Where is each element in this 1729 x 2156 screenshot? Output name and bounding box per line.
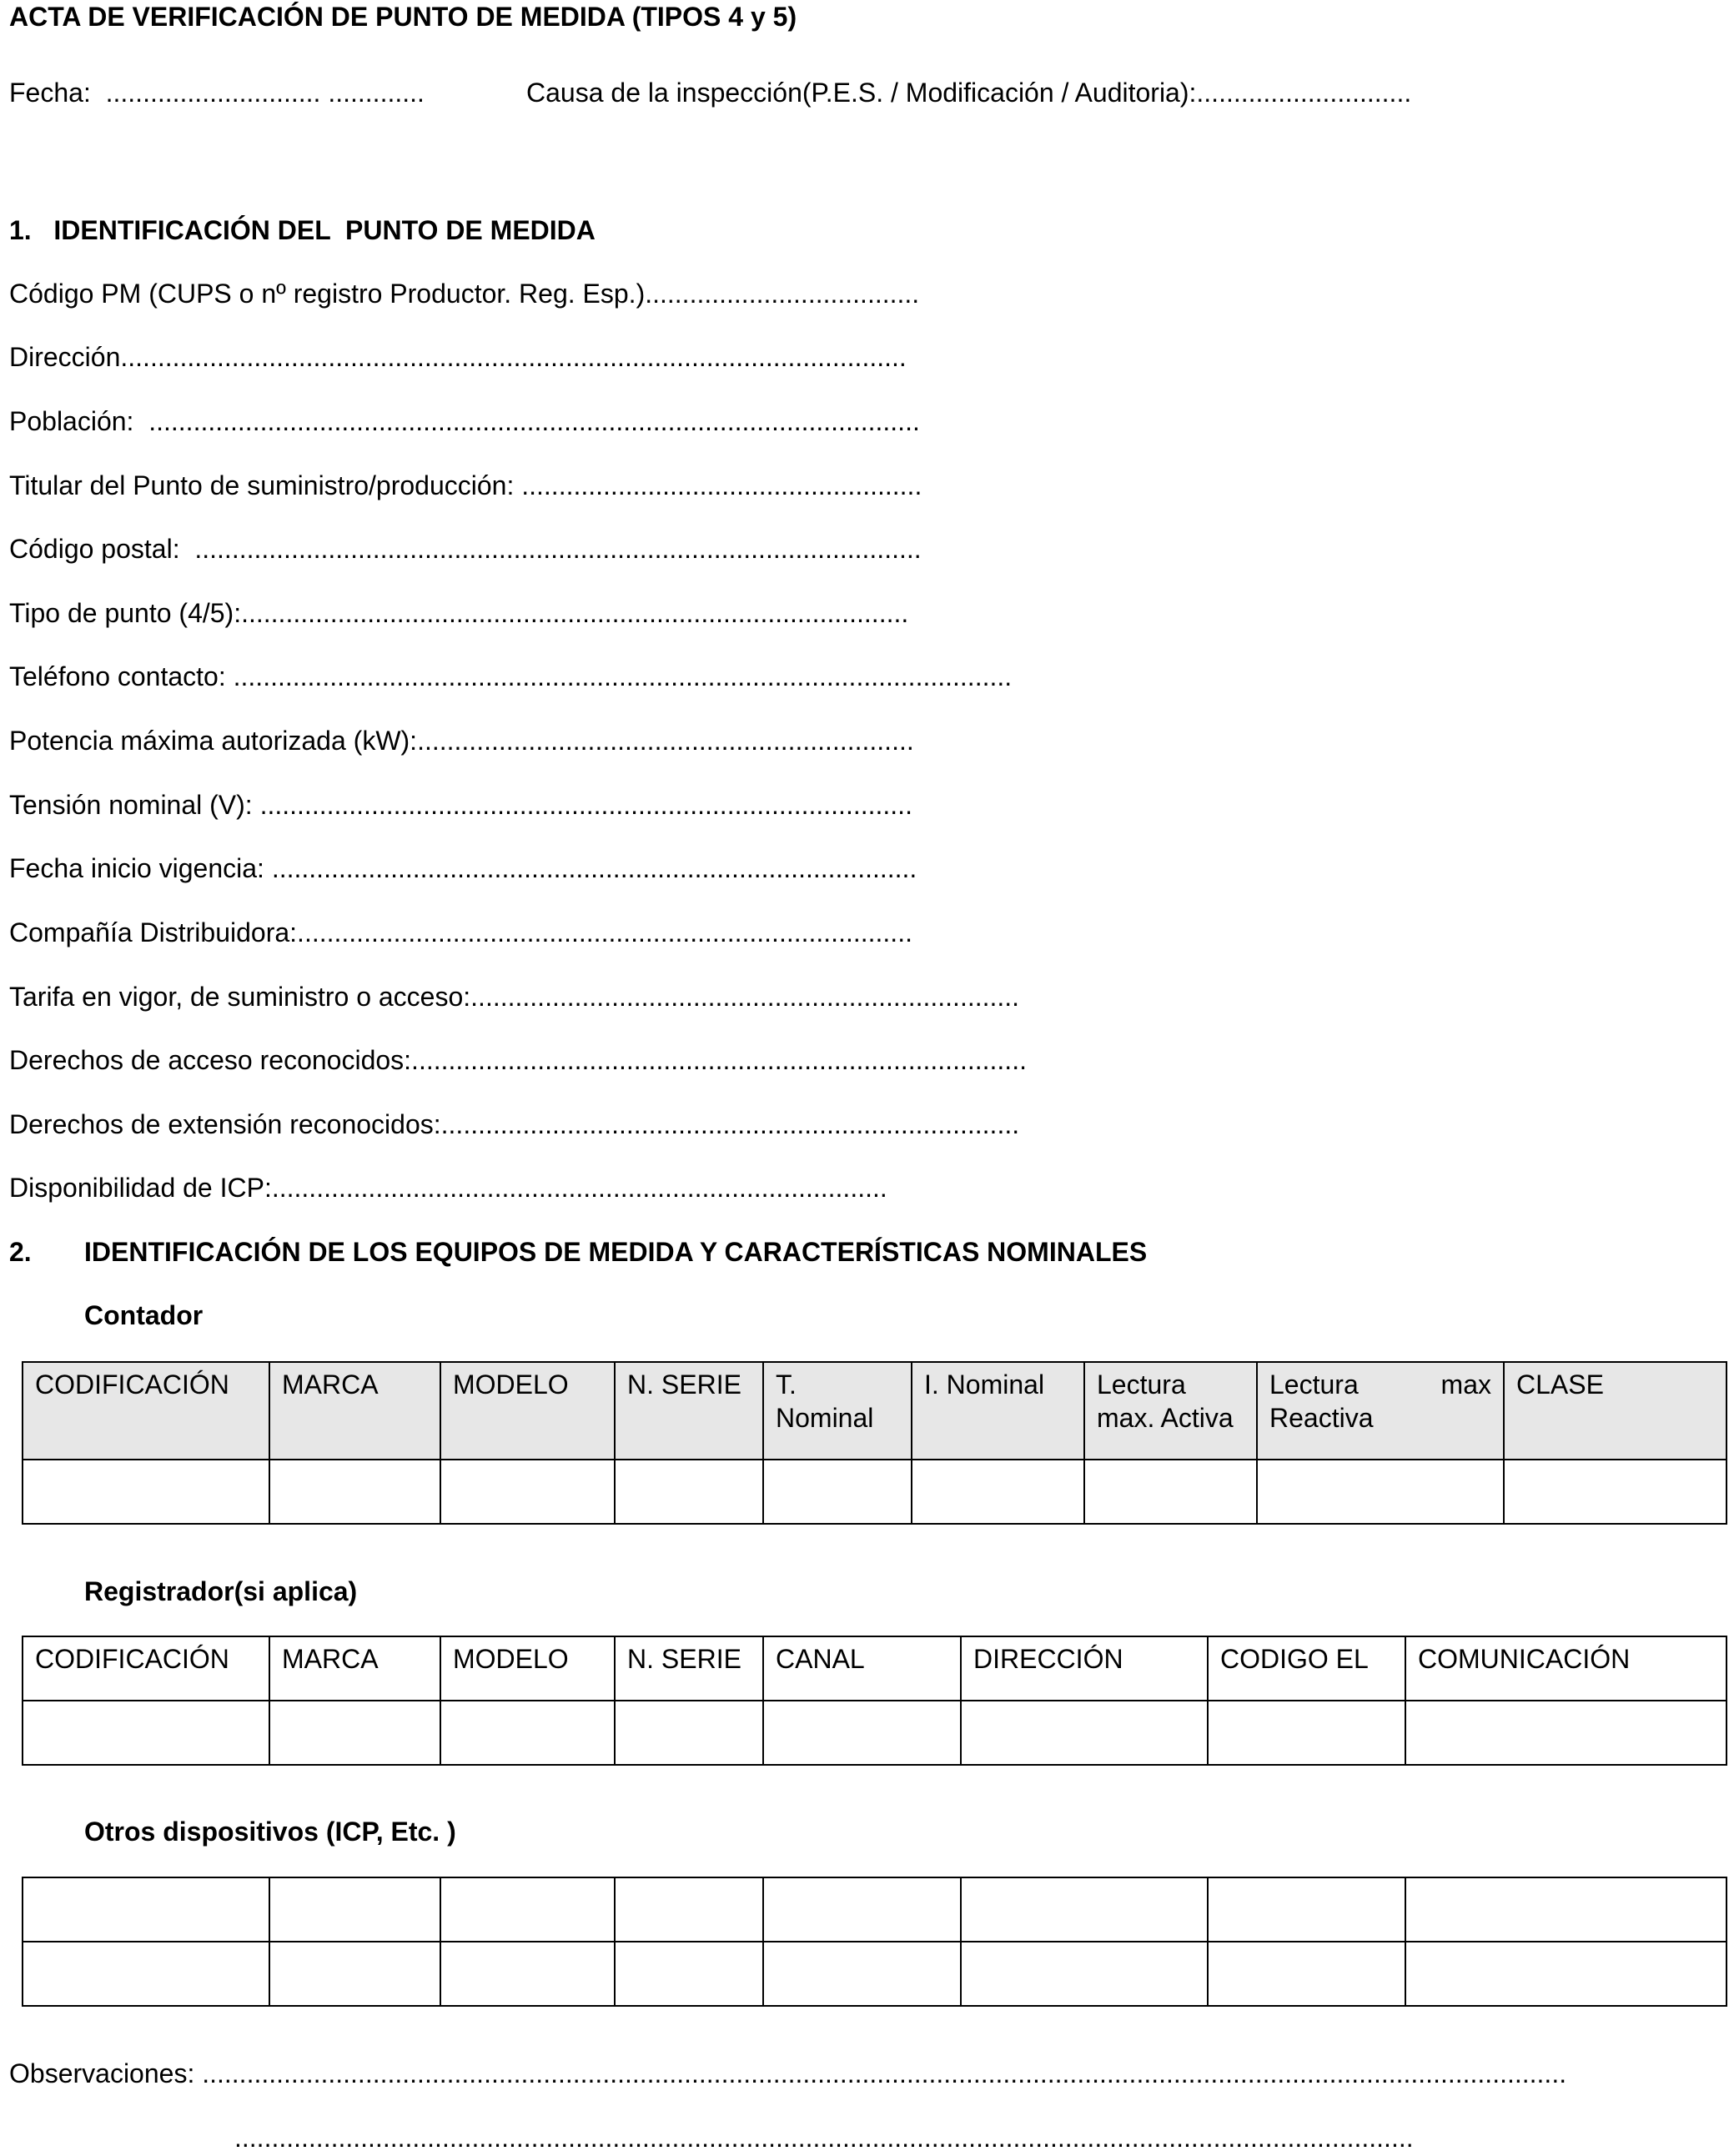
compania-field: Compañía Distribuidora:................................................................................... (9, 917, 912, 947)
causa-inspeccion-field: Causa de la inspección(P.E.S. / Modificación / Auditoria):............................. (526, 78, 1412, 108)
registrador-header-row (23, 1636, 1726, 1701)
tipo-punto-field: Tipo de punto (4/5):.......................................................................................... (9, 598, 909, 628)
section-1-heading: 1. IDENTIFICACIÓN DEL PUNTO DE MEDIDA (9, 215, 596, 245)
table-cell[interactable] (1084, 1460, 1257, 1524)
poblacion-field: Población: ........................................................................................................ (9, 406, 920, 436)
table-cell[interactable] (615, 1460, 763, 1524)
direccion-field: Dirección.......................................................................................................... (9, 342, 907, 372)
table-cell[interactable] (269, 1701, 440, 1765)
table-cell[interactable] (1257, 1460, 1504, 1524)
header-lectura-activa: Lectura max. Activa (1084, 1362, 1257, 1460)
section-2-heading: IDENTIFICACIÓN DE LOS EQUIPOS DE MEDIDA Y CARACTERÍSTICAS NOMINALES (84, 1237, 1148, 1267)
header-modelo: MODELO (440, 1636, 615, 1701)
header-reactiva-word: Reactiva (1269, 1403, 1374, 1433)
table-cell[interactable] (961, 1701, 1208, 1765)
otros-dispositivos-label: Otros dispositivos (ICP, Etc. ) (84, 1817, 456, 1847)
table-cell[interactable] (269, 1942, 440, 2006)
table-cell[interactable] (763, 1877, 961, 1942)
header-n-serie: N. SERIE (615, 1362, 763, 1460)
table-cell[interactable] (912, 1460, 1084, 1524)
header-marca: MARCA (269, 1636, 440, 1701)
registrador-table (22, 1636, 1727, 1766)
table-cell[interactable] (269, 1460, 440, 1524)
table-cell[interactable] (961, 1942, 1208, 2006)
header-modelo: MODELO (440, 1362, 615, 1460)
header-lectura-reactiva (1257, 1362, 1504, 1460)
table-cell[interactable] (1208, 1701, 1405, 1765)
table-cell[interactable] (615, 1877, 763, 1942)
table-cell[interactable] (763, 1942, 961, 2006)
table-cell[interactable] (1405, 1942, 1726, 2006)
header-codificacion: CODIFICACIÓN (23, 1636, 269, 1701)
table-cell[interactable] (1208, 1877, 1405, 1942)
codigo-pm-field: Código PM (CUPS o nº registro Productor. Reg. Esp.)..................................... (9, 279, 920, 309)
registrador-label: Registrador(si aplica) (84, 1576, 358, 1606)
header-canal: CANAL (763, 1636, 961, 1701)
contador-label: Contador (84, 1300, 204, 1330)
table-cell[interactable] (1405, 1701, 1726, 1765)
observaciones-field: Observaciones: ........................................................................................................................................................................................ (9, 2058, 1567, 2088)
table-cell[interactable] (23, 1942, 269, 2006)
table-cell[interactable] (23, 1877, 269, 1942)
table-cell[interactable] (961, 1877, 1208, 1942)
header-comunicacion: COMUNICACIÓN (1405, 1636, 1726, 1701)
contador-table (22, 1361, 1727, 1525)
derechos-extension-field: Derechos de extensión reconocidos:.............................................................................. (9, 1109, 1020, 1139)
otros-row (23, 1877, 1726, 1942)
registrador-entry-row (23, 1701, 1726, 1765)
header-clase: CLASE (1504, 1362, 1726, 1460)
table-cell[interactable] (440, 1942, 615, 2006)
table-cell[interactable] (615, 1942, 763, 2006)
tension-field: Tensión nominal (V): ........................................................................................ (9, 790, 912, 820)
header-t-nominal: T. Nominal (763, 1362, 912, 1460)
table-cell[interactable] (1405, 1877, 1726, 1942)
table-cell[interactable] (440, 1701, 615, 1765)
table-cell[interactable] (440, 1877, 615, 1942)
document-title: ACTA DE VERIFICACIÓN DE PUNTO DE MEDIDA (TIPOS 4 y 5) (9, 2, 797, 32)
table-cell[interactable] (269, 1877, 440, 1942)
contador-entry-row (23, 1460, 1726, 1524)
telefono-field: Teléfono contacto: ......................................................................................................... (9, 661, 1013, 691)
table-cell[interactable] (763, 1701, 961, 1765)
table-cell[interactable] (23, 1701, 269, 1765)
table-cell[interactable] (1208, 1942, 1405, 2006)
header-max-word: max (1440, 1369, 1491, 1400)
codigo-postal-field: Código postal: .................................................................................................. (9, 534, 922, 564)
derechos-acceso-field: Derechos de acceso reconocidos:................................................................................... (9, 1045, 1027, 1075)
observaciones-continuation: ............................................................................................................................................................... (234, 2123, 1414, 2153)
header-lectura-word: Lectura (1269, 1369, 1359, 1400)
header-i-nominal: I. Nominal (912, 1362, 1084, 1460)
otros-dispositivos-table (22, 1877, 1727, 2007)
otros-row (23, 1942, 1726, 2006)
potencia-field: Potencia máxima autorizada (kW):................................................................... (9, 726, 914, 756)
fecha-vigencia-field: Fecha inicio vigencia: ....................................................................................... (9, 853, 917, 883)
table-cell[interactable] (1504, 1460, 1726, 1524)
table-cell[interactable] (23, 1460, 269, 1524)
header-n-serie: N. SERIE (615, 1636, 763, 1701)
table-cell[interactable] (615, 1701, 763, 1765)
fecha-field: Fecha: ............................. ............. (9, 78, 425, 108)
header-codigo-el: CODIGO EL (1208, 1636, 1405, 1701)
icp-field: Disponibilidad de ICP:................................................................................... (9, 1173, 887, 1203)
header-codificacion: CODIFICACIÓN (23, 1362, 269, 1460)
header-marca: MARCA (269, 1362, 440, 1460)
contador-header-row (23, 1362, 1726, 1460)
section-2-number: 2. (9, 1237, 32, 1267)
table-cell[interactable] (763, 1460, 912, 1524)
tarifa-field: Tarifa en vigor, de suministro o acceso:.......................................................................... (9, 982, 1020, 1012)
header-direccion: DIRECCIÓN (961, 1636, 1208, 1701)
table-cell[interactable] (440, 1460, 615, 1524)
titular-field: Titular del Punto de suministro/producción: ...................................................... (9, 470, 922, 500)
